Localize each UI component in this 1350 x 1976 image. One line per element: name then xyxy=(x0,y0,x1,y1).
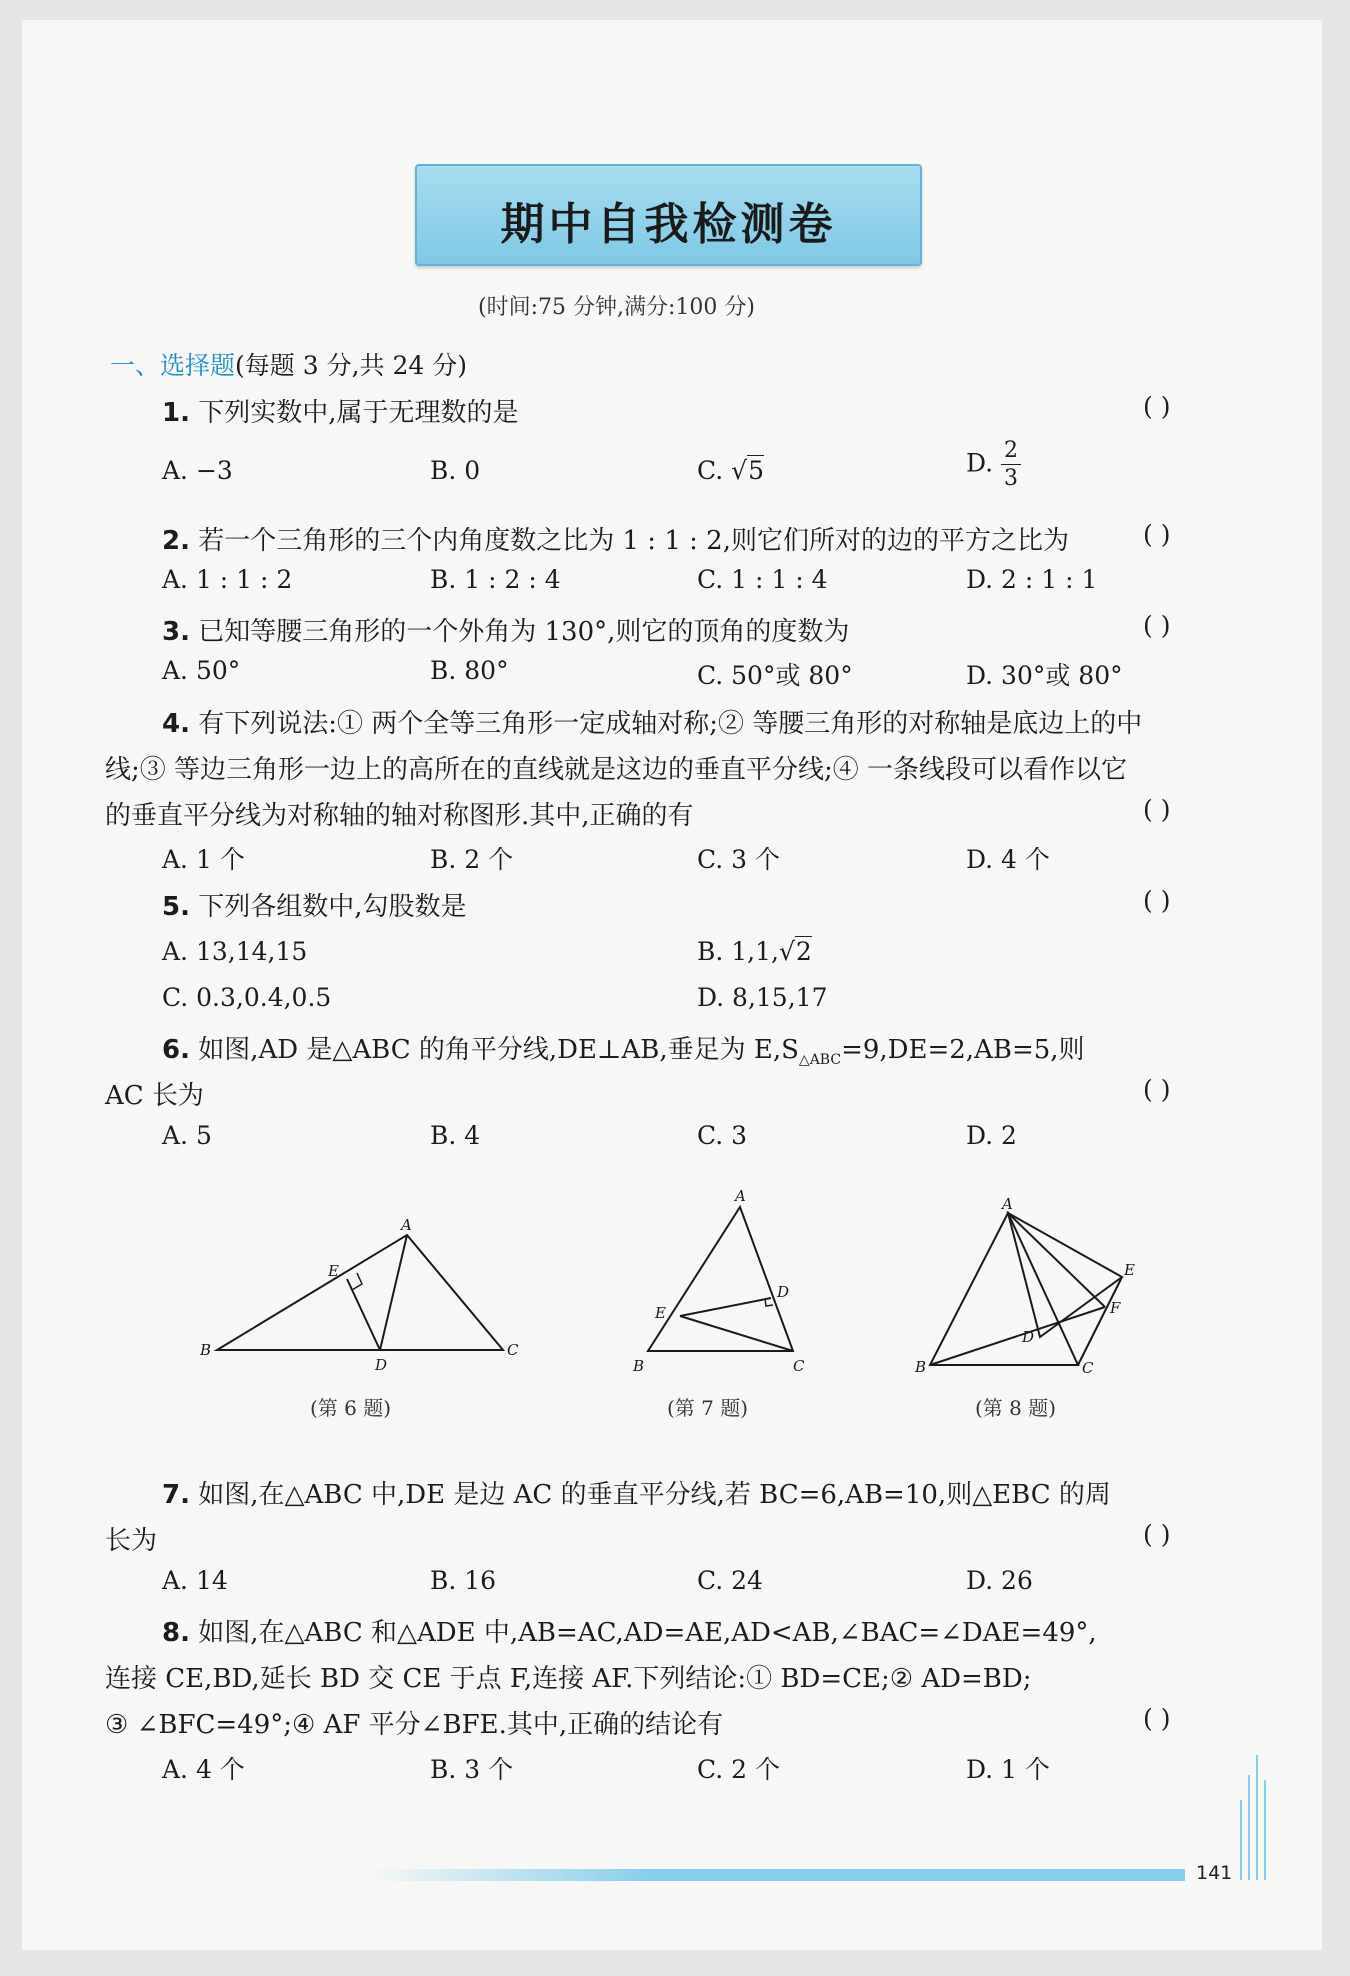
decorative-line xyxy=(1264,1780,1266,1880)
footer-bar xyxy=(370,1869,1185,1881)
label-c: C xyxy=(507,1341,519,1359)
option-d xyxy=(966,440,1021,490)
fraction xyxy=(1001,440,1021,490)
decorative-line xyxy=(1256,1755,1258,1880)
answer-paren: ( ) xyxy=(1143,611,1171,640)
question-text: 若一个三角形的三个内角度数之比为 1 : 1 : 2,则它们所对的边的平方之比为 xyxy=(198,526,1069,556)
question-8 xyxy=(162,1612,1097,1649)
page-title: 期中自我检测卷 xyxy=(500,199,837,250)
option-a: A. 4 个 xyxy=(162,1755,245,1784)
label-c: C xyxy=(1082,1359,1094,1377)
question-number: 5. xyxy=(162,892,190,922)
label-c: C xyxy=(793,1357,805,1375)
option-c: C. 3 xyxy=(697,1121,748,1150)
triangle-abc xyxy=(930,1213,1078,1365)
option-c: C. 0.3,0.4,0.5 xyxy=(162,983,332,1012)
option-b-prefix: B. 1,1, xyxy=(697,937,779,966)
question-text-cont: =9,DE=2,AB=5,则 xyxy=(841,1035,1085,1065)
decorative-line xyxy=(1248,1775,1250,1880)
option-d-prefix: D. xyxy=(966,448,1002,478)
question-1 xyxy=(162,392,519,429)
option-d: D. 8,15,17 xyxy=(697,983,828,1012)
option-a: A. −3 xyxy=(162,456,233,485)
answer-paren: ( ) xyxy=(1143,1520,1171,1549)
option-a: A. 50° xyxy=(162,656,241,685)
option-a: A. 1 : 1 : 2 xyxy=(162,565,293,594)
option-b-radicand: 2 xyxy=(795,937,812,966)
option-c: C. √5 xyxy=(697,456,764,485)
fraction-denominator: 3 xyxy=(1004,466,1019,491)
option-c-radicand: 5 xyxy=(748,456,764,485)
question-text: 下列实数中,属于无理数的是 xyxy=(198,398,519,428)
triangle-abc xyxy=(217,1235,503,1350)
label-b: B xyxy=(200,1341,212,1359)
label-b: B xyxy=(915,1358,927,1376)
label-d: D xyxy=(777,1283,790,1301)
option-d: D. 4 个 xyxy=(966,845,1050,874)
question-8-line-3: ③ ∠BFC=49°;④ AF 平分∠BFE.其中,正确的结论有 xyxy=(105,1710,724,1740)
right-angle-mark xyxy=(352,1273,362,1290)
label-d: D xyxy=(1022,1328,1035,1346)
label-a: A xyxy=(401,1216,412,1234)
figure-7 xyxy=(625,1185,815,1380)
question-text: 已知等腰三角形的一个外角为 130°,则它的顶角的度数为 xyxy=(198,617,850,647)
question-text: 有下列说法:① 两个全等三角形一定成轴对称;② 等腰三角形的对称轴是底边上的中 xyxy=(198,709,1143,739)
option-c: C. 1 : 1 : 4 xyxy=(697,565,828,594)
decorative-line xyxy=(1240,1800,1242,1880)
answer-paren: ( ) xyxy=(1143,795,1171,824)
answer-paren: ( ) xyxy=(1143,1704,1171,1733)
question-7-line-2: 长为 xyxy=(105,1526,158,1556)
figure-8 xyxy=(910,1195,1135,1380)
question-text: 如图,在△ABC 和△ADE 中,AB=AC,AD=AE,AD<AB,∠BAC=∠DAE=49°, xyxy=(198,1618,1097,1648)
question-6 xyxy=(162,1029,1085,1068)
area-subscript: △ABC xyxy=(798,1052,842,1069)
question-6-line-2: AC 长为 xyxy=(105,1081,204,1111)
question-number: 6. xyxy=(162,1035,190,1065)
label-a: A xyxy=(1002,1195,1013,1213)
option-b: B. 16 xyxy=(430,1566,497,1595)
exam-subtitle: (时间:75 分钟,满分:100 分) xyxy=(478,295,755,320)
option-c: C. 2 个 xyxy=(697,1755,780,1784)
question-5 xyxy=(162,886,467,923)
option-b: B. 2 个 xyxy=(430,845,514,874)
label-e: E xyxy=(1124,1261,1135,1279)
option-a: A. 1 个 xyxy=(162,845,245,874)
option-b: B. 1 : 2 : 4 xyxy=(430,565,561,594)
segment-ce xyxy=(1078,1277,1122,1365)
segment-ed xyxy=(680,1298,771,1316)
label-d: D xyxy=(375,1356,388,1374)
triangle-ade xyxy=(1008,1213,1122,1337)
option-b: B. 0 xyxy=(430,456,481,485)
option-d: D. 1 个 xyxy=(966,1755,1050,1784)
option-c-prefix: C. xyxy=(697,456,732,485)
fraction-numerator: 2 xyxy=(1001,440,1021,465)
question-number: 1. xyxy=(162,398,190,428)
option-d: D. 2 xyxy=(966,1121,1017,1150)
option-c: C. 50°或 80° xyxy=(697,661,853,690)
label-a: A xyxy=(735,1187,746,1205)
segment-ad xyxy=(380,1235,407,1350)
figure-7-caption: (第 7 题) xyxy=(667,1396,749,1420)
question-text: 如图,AD 是△ABC 的角平分线,DE⊥AB,垂足为 E,S xyxy=(198,1035,799,1065)
question-number: 2. xyxy=(162,526,190,556)
right-angle-mark xyxy=(765,1299,773,1306)
figure-6-caption: (第 6 题) xyxy=(310,1396,392,1420)
option-a: A. 5 xyxy=(162,1121,212,1150)
label-f: F xyxy=(1110,1299,1121,1317)
question-7 xyxy=(162,1474,1111,1511)
figure-8-caption: (第 8 题) xyxy=(975,1396,1057,1420)
label-e: E xyxy=(655,1304,666,1322)
answer-paren: ( ) xyxy=(1143,392,1171,421)
option-c: C. 24 xyxy=(697,1566,763,1595)
segment-ec xyxy=(680,1316,793,1351)
option-b: B. 80° xyxy=(430,656,509,685)
option-d: D. 26 xyxy=(966,1566,1033,1595)
answer-paren: ( ) xyxy=(1143,520,1171,549)
title-banner xyxy=(415,164,922,266)
question-4-line-2: 线;③ 等边三角形一边上的高所在的直线就是这边的垂直平分线;④ 一条线段可以看作以它 xyxy=(105,755,1128,785)
question-number: 7. xyxy=(162,1480,190,1510)
question-number: 3. xyxy=(162,617,190,647)
label-b: B xyxy=(633,1357,645,1375)
question-text: 下列各组数中,勾股数是 xyxy=(198,892,467,922)
option-b: B. 4 xyxy=(430,1121,481,1150)
option-c: C. 3 个 xyxy=(697,845,780,874)
option-a: A. 14 xyxy=(162,1566,228,1595)
option-d: D. 2 : 1 : 1 xyxy=(966,565,1098,594)
question-8-line-2: 连接 CE,BD,延长 BD 交 CE 于点 F,连接 AF.下列结论:① BD=CE;② AD=BD; xyxy=(105,1664,1032,1694)
answer-paren: ( ) xyxy=(1143,1075,1171,1104)
section-heading xyxy=(110,346,467,382)
question-4-line-3: 的垂直平分线为对称轴的轴对称图形.其中,正确的有 xyxy=(105,801,694,831)
section-label: 一、选择题 xyxy=(110,351,236,380)
question-number: 4. xyxy=(162,709,190,739)
option-b: B. 3 个 xyxy=(430,1755,514,1784)
option-d: D. 30°或 80° xyxy=(966,661,1123,690)
question-4 xyxy=(162,703,1142,740)
section-note: (每题 3 分,共 24 分) xyxy=(235,351,467,380)
figure-6 xyxy=(195,1215,525,1375)
page-number: 141 xyxy=(1196,1862,1233,1884)
label-e: E xyxy=(328,1262,339,1280)
question-number: 8. xyxy=(162,1618,190,1648)
option-b: B. 1,1,√2 xyxy=(697,937,812,966)
option-a: A. 13,14,15 xyxy=(162,937,308,966)
question-text: 如图,在△ABC 中,DE 是边 AC 的垂直平分线,若 BC=6,AB=10,则△EBC 的周 xyxy=(198,1480,1111,1510)
question-2 xyxy=(162,520,1069,557)
answer-paren: ( ) xyxy=(1143,886,1171,915)
question-3 xyxy=(162,611,849,648)
